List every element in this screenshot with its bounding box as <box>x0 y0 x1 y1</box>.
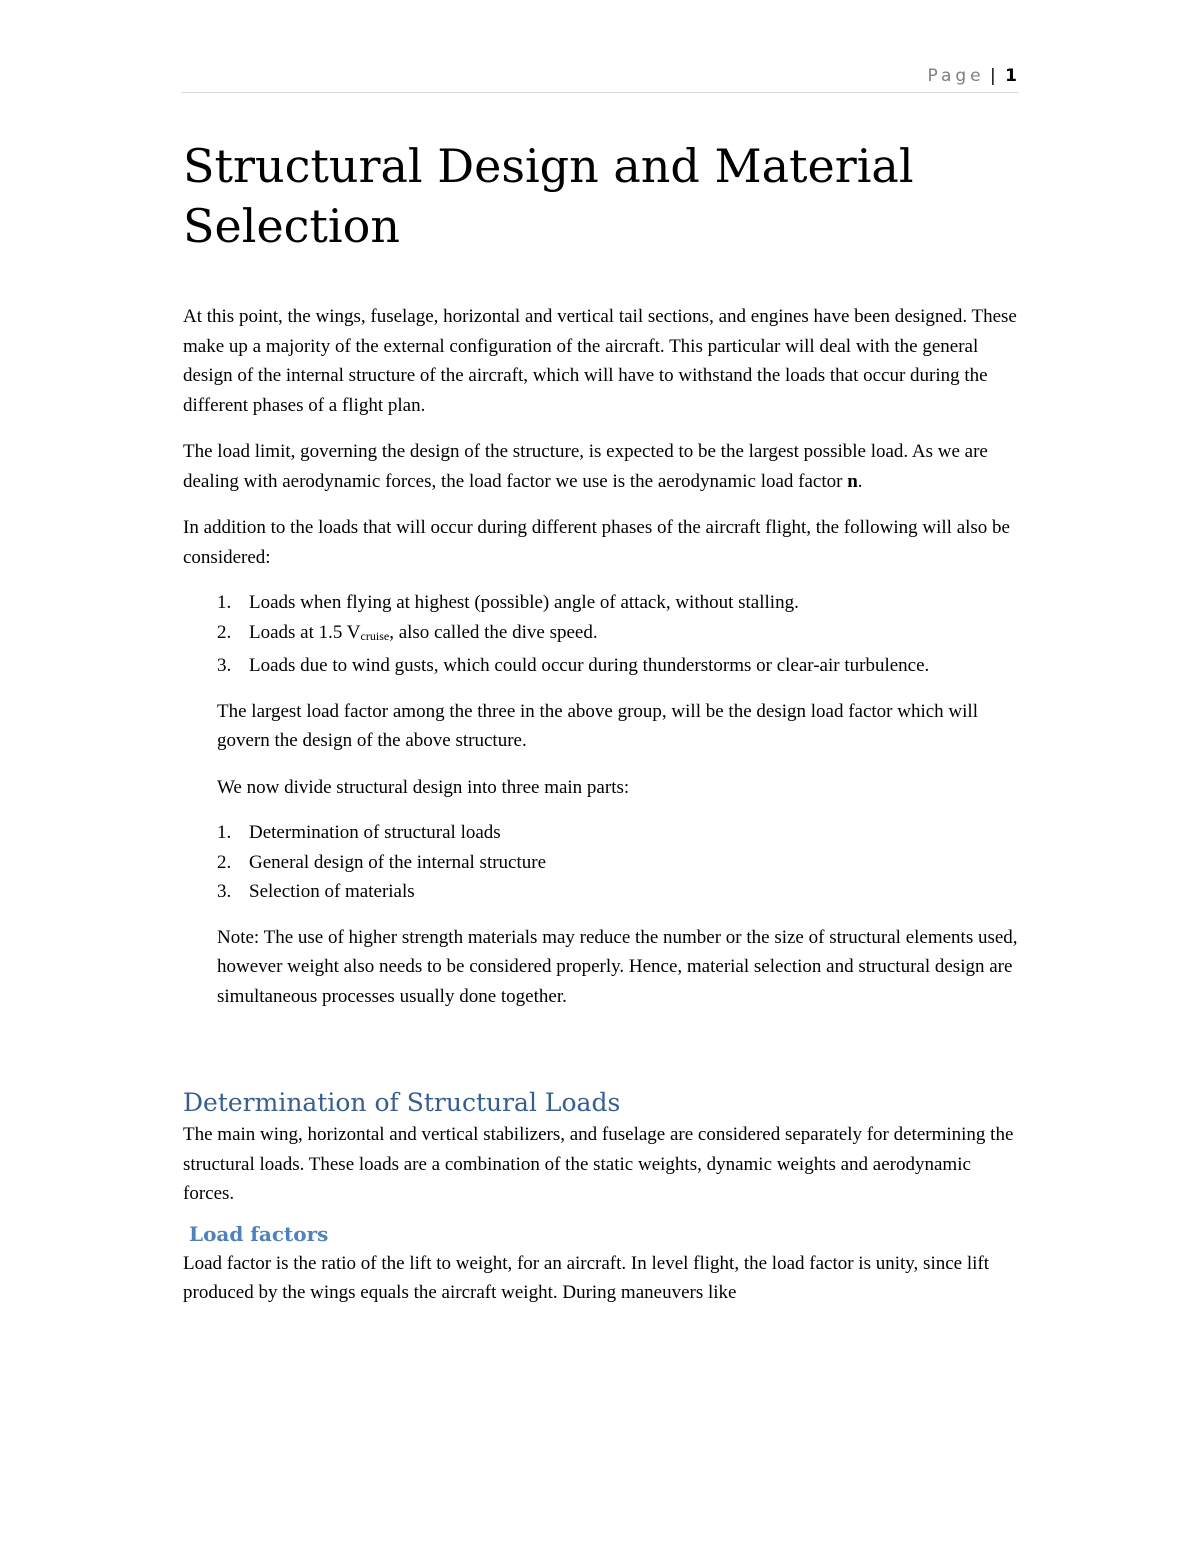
list-item-text: Determination of structural loads <box>249 822 501 843</box>
page-separator: | <box>990 66 996 86</box>
list-item-number: 1. <box>217 592 232 613</box>
list-item-text: Selection of materials <box>249 881 415 902</box>
list-item <box>183 818 1023 848</box>
page-label: Page <box>927 66 985 86</box>
page-number-label <box>927 66 1017 86</box>
list-item-number: 1. <box>217 822 232 843</box>
intro-paragraph-2-end: . <box>857 470 863 492</box>
page-header <box>181 64 1019 93</box>
list-item-text: General design of the internal structure <box>249 851 547 873</box>
load-factor-symbol: n <box>847 470 858 492</box>
list-item-text: Loads at 1.5 V <box>249 621 361 643</box>
considered-loads-list <box>183 588 1023 681</box>
divide-paragraph: We now divide structural design into three main parts: <box>217 776 630 798</box>
list-item <box>183 618 1023 652</box>
list-item-text: Loads due to wind gusts, which could occur during thunderstorms or clear-air turbulence. <box>249 655 930 676</box>
cruise-subscript: cruise <box>360 628 390 643</box>
list-item-number: 2. <box>217 851 232 873</box>
intro-paragraph-3: In addition to the loads that will occur during different phases of the aircraft flight, the following will also be considered: <box>183 517 1010 568</box>
intro-paragraph-1: At this point, the wings, fuselage, horizontal and vertical tail sections, and engines have been designed. These make up a majority of the external configuration of the aircraft. This particular will deal with the general design of the internal structure of the aircraft, which will have to withstand the loads that occur during the different phases of a flight plan. <box>183 306 1017 416</box>
list-item <box>183 588 1023 618</box>
section-heading-load-factors: Load factors <box>189 1221 329 1246</box>
page-number: 1 <box>1005 66 1017 86</box>
list-item <box>183 848 1023 878</box>
list-item <box>183 877 1023 907</box>
document-title: Structural Design and Material Selection <box>183 139 914 253</box>
list-item-number: 2. <box>217 621 232 643</box>
structural-loads-paragraph: The main wing, horizontal and vertical stabilizers, and fuselage are considered separately for determining the structural loads. These loads are a combination of the static weights, dynamic weights and aerodynamic forces. <box>183 1124 1014 1204</box>
intro-paragraph-2-text: The load limit, governing the design of the structure, is expected to be the largest possible load. As we are dealing with aerodynamic forces, the load factor we use is the aerodynamic load factor <box>183 441 988 492</box>
section-heading-structural-loads: Determination of Structural Loads <box>183 1088 621 1117</box>
load-factors-paragraph: Load factor is the ratio of the lift to weight, for an aircraft. In level flight, the load factor is unity, since lift produced by the wings equals the aircraft weight. During maneuvers like <box>183 1252 989 1303</box>
design-factor-paragraph: The largest load factor among the three in the above group, will be the design load factor which will govern the design of the above structure. <box>217 700 978 751</box>
list-item <box>183 651 1023 681</box>
list-item-number: 3. <box>217 655 232 676</box>
list-item-number: 3. <box>217 881 232 902</box>
structural-parts-list <box>183 818 1023 907</box>
note-paragraph: Note: The use of higher strength materials may reduce the number or the size of structural elements used, however weight also needs to be considered properly. Hence, material selection and structural design are simultaneous processes usually done together. <box>217 926 1018 1007</box>
document-body <box>183 136 1023 1318</box>
list-item-text: Loads when flying at highest (possible) angle of attack, without stalling. <box>249 592 799 613</box>
list-item-text-end: , also called the dive speed. <box>389 621 598 643</box>
intro-paragraph-2 <box>183 437 1023 496</box>
